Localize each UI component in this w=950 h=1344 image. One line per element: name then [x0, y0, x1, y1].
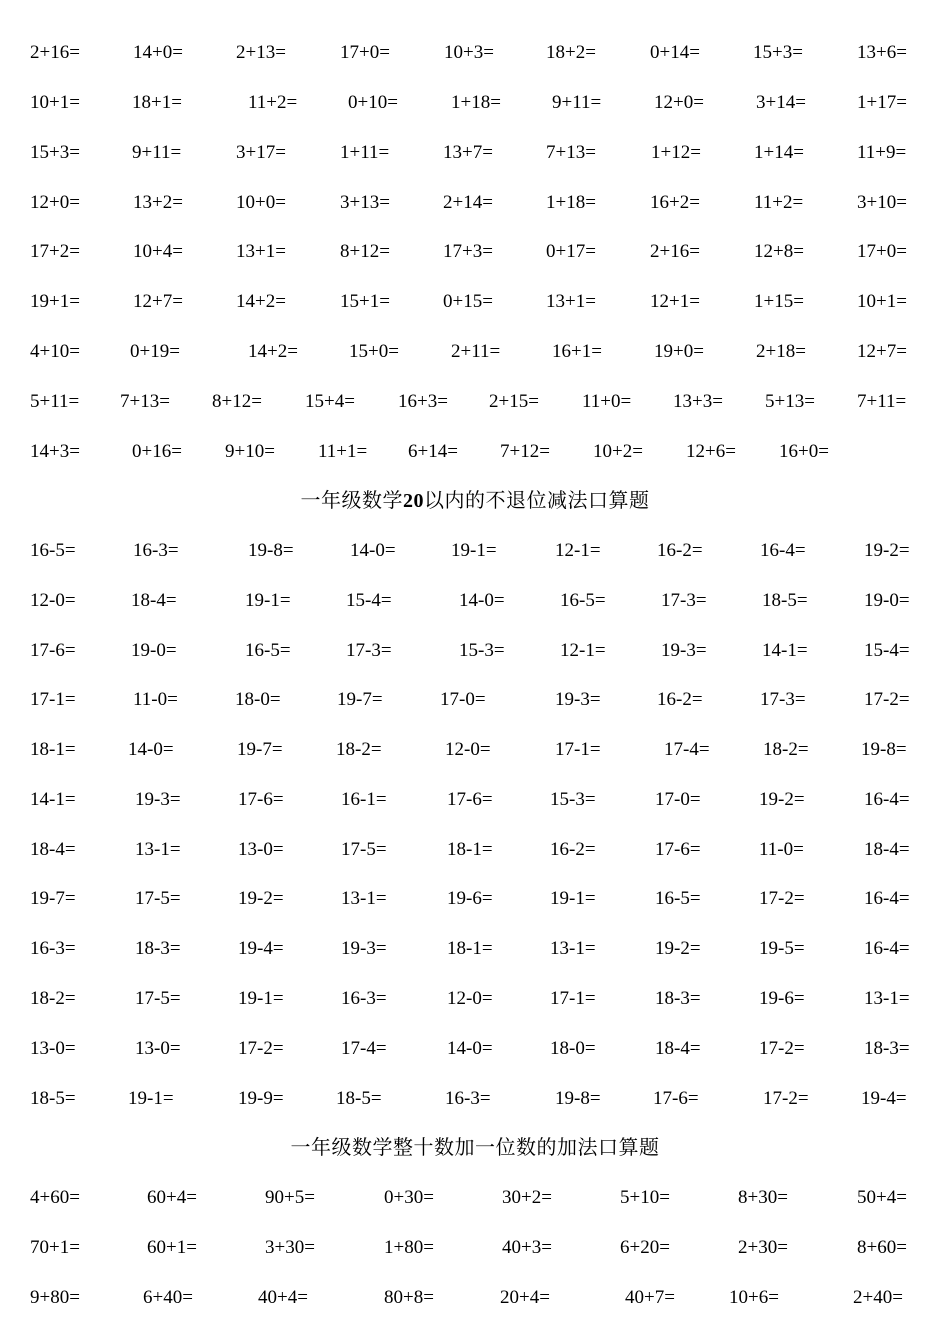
- math-problem: 2+40=: [853, 1287, 903, 1308]
- math-problem: 17-6=: [30, 640, 76, 661]
- problem-row: [0, 587, 950, 615]
- math-problem: 9+11=: [552, 92, 602, 113]
- math-problem: 90+5=: [265, 1187, 315, 1208]
- math-problem: 12-0=: [445, 739, 491, 760]
- math-problem: 12+6=: [686, 441, 736, 462]
- math-problem: 18-4=: [131, 590, 177, 611]
- math-problem: 17-0=: [440, 689, 486, 710]
- math-problem: 40+7=: [625, 1287, 675, 1308]
- math-problem: 16-3=: [133, 540, 179, 561]
- math-problem: 5+10=: [620, 1187, 670, 1208]
- problem-row: [0, 686, 950, 714]
- math-problem: 17-5=: [341, 839, 387, 860]
- math-problem: 14+3=: [30, 441, 80, 462]
- math-problem: 12+7=: [857, 341, 907, 362]
- math-problem: 15-3=: [459, 640, 505, 661]
- math-problem: 11+1=: [318, 441, 368, 462]
- math-problem: 19-3=: [135, 789, 181, 810]
- math-problem: 13+1=: [236, 241, 286, 262]
- math-problem: 18-4=: [655, 1038, 701, 1059]
- math-problem: 11+2=: [754, 192, 804, 213]
- math-problem: 19-2=: [655, 938, 701, 959]
- math-problem: 12+0=: [654, 92, 704, 113]
- math-problem: 12-1=: [555, 540, 601, 561]
- problem-row: [0, 736, 950, 764]
- math-problem: 19-9=: [238, 1088, 284, 1109]
- math-problem: 19-8=: [248, 540, 294, 561]
- math-problem: 16-3=: [341, 988, 387, 1009]
- math-problem: 19-3=: [341, 938, 387, 959]
- math-problem: 16+3=: [398, 391, 448, 412]
- math-problem: 16-3=: [30, 938, 76, 959]
- math-problem: 1+18=: [451, 92, 501, 113]
- math-problem: 7+12=: [500, 441, 550, 462]
- math-problem: 18-2=: [763, 739, 809, 760]
- math-problem: 13-0=: [135, 1038, 181, 1059]
- math-problem: 17-3=: [661, 590, 707, 611]
- math-problem: 10+1=: [857, 291, 907, 312]
- math-problem: 18-1=: [447, 938, 493, 959]
- problem-row: [0, 1234, 950, 1262]
- math-problem: 11+0=: [582, 391, 632, 412]
- math-problem: 13+3=: [673, 391, 723, 412]
- math-problem: 2+14=: [443, 192, 493, 213]
- math-problem: 0+15=: [443, 291, 493, 312]
- math-problem: 19-2=: [238, 888, 284, 909]
- math-problem: 17-4=: [664, 739, 710, 760]
- math-problem: 10+1=: [30, 92, 80, 113]
- math-problem: 12-0=: [447, 988, 493, 1009]
- math-problem: 17+2=: [30, 241, 80, 262]
- problem-row: [0, 1184, 950, 1212]
- math-problem: 19-2=: [759, 789, 805, 810]
- math-problem: 11+2=: [248, 92, 298, 113]
- math-problem: 18-2=: [30, 988, 76, 1009]
- math-problem: 13-0=: [30, 1038, 76, 1059]
- math-problem: 2+30=: [738, 1237, 788, 1258]
- math-problem: 14-1=: [30, 789, 76, 810]
- math-problem: 13-1=: [864, 988, 910, 1009]
- math-problem: 13-1=: [341, 888, 387, 909]
- math-problem: 17-0=: [655, 789, 701, 810]
- math-problem: 16-2=: [550, 839, 596, 860]
- math-problem: 16-5=: [30, 540, 76, 561]
- math-problem: 19-0=: [131, 640, 177, 661]
- math-problem: 19-7=: [30, 888, 76, 909]
- problem-row: [0, 885, 950, 913]
- math-problem: 14-0=: [128, 739, 174, 760]
- math-problem: 16-4=: [760, 540, 806, 561]
- math-problem: 16-4=: [864, 789, 910, 810]
- math-problem: 18-4=: [864, 839, 910, 860]
- math-problem: 18-4=: [30, 839, 76, 860]
- problem-row: [0, 438, 950, 466]
- math-problem: 19-8=: [861, 739, 907, 760]
- math-problem: 19-7=: [237, 739, 283, 760]
- tens-addition-section-title: 一年级数学整十数加一位数的加法口算题: [290, 1137, 660, 1159]
- math-problem: 4+60=: [30, 1187, 80, 1208]
- math-problem: 17+0=: [857, 241, 907, 262]
- problem-row: [0, 39, 950, 67]
- title-text-post: 以内的不退位减法口算题: [424, 490, 650, 512]
- math-problem: 17-2=: [759, 888, 805, 909]
- problem-row: [0, 288, 950, 316]
- math-problem: 14+2=: [236, 291, 286, 312]
- math-problem: 10+0=: [236, 192, 286, 213]
- math-problem: 30+2=: [502, 1187, 552, 1208]
- math-problem: 18+2=: [546, 42, 596, 63]
- math-problem: 14+0=: [133, 42, 183, 63]
- math-problem: 17-2=: [759, 1038, 805, 1059]
- math-problem: 13-0=: [238, 839, 284, 860]
- math-problem: 14-0=: [350, 540, 396, 561]
- math-problem: 19-2=: [864, 540, 910, 561]
- math-problem: 5+13=: [765, 391, 815, 412]
- math-problem: 17-4=: [341, 1038, 387, 1059]
- math-problem: 3+13=: [340, 192, 390, 213]
- math-problem: 19-4=: [238, 938, 284, 959]
- math-problem: 19+1=: [30, 291, 80, 312]
- math-problem: 17-1=: [555, 739, 601, 760]
- math-problem: 0+17=: [546, 241, 596, 262]
- math-problem: 18+1=: [132, 92, 182, 113]
- math-problem: 17-6=: [653, 1088, 699, 1109]
- math-problem: 60+1=: [147, 1237, 197, 1258]
- math-problem: 17-6=: [655, 839, 701, 860]
- math-problem: 18-0=: [550, 1038, 596, 1059]
- math-problem: 8+12=: [212, 391, 262, 412]
- math-problem: 12+8=: [754, 241, 804, 262]
- math-problem: 6+14=: [408, 441, 458, 462]
- math-problem: 2+13=: [236, 42, 286, 63]
- math-problem: 13+2=: [133, 192, 183, 213]
- math-problem: 9+10=: [225, 441, 275, 462]
- math-problem: 17-5=: [135, 988, 181, 1009]
- problem-row: [0, 786, 950, 814]
- math-problem: 13+1=: [546, 291, 596, 312]
- problem-row: [0, 1284, 950, 1312]
- math-problem: 17+0=: [340, 42, 390, 63]
- math-problem: 7+13=: [546, 142, 596, 163]
- math-problem: 19-4=: [861, 1088, 907, 1109]
- problem-row: [0, 338, 950, 366]
- math-problem: 17-6=: [447, 789, 493, 810]
- math-problem: 3+30=: [265, 1237, 315, 1258]
- math-problem: 2+18=: [756, 341, 806, 362]
- math-problem: 15-4=: [346, 590, 392, 611]
- math-problem: 11-0=: [759, 839, 804, 860]
- math-problem: 12+0=: [30, 192, 80, 213]
- problem-row: [0, 189, 950, 217]
- math-problem: 19-1=: [451, 540, 497, 561]
- math-problem: 18-3=: [655, 988, 701, 1009]
- math-problem: 17-2=: [864, 689, 910, 710]
- math-problem: 5+11=: [30, 391, 80, 412]
- problem-row: [0, 388, 950, 416]
- math-problem: 13-1=: [135, 839, 181, 860]
- math-problem: 16-5=: [655, 888, 701, 909]
- math-problem: 17-6=: [238, 789, 284, 810]
- problem-row: [0, 1035, 950, 1063]
- math-problem: 1+14=: [754, 142, 804, 163]
- math-problem: 16-1=: [341, 789, 387, 810]
- math-problem: 17-1=: [550, 988, 596, 1009]
- math-problem: 0+30=: [384, 1187, 434, 1208]
- math-problem: 1+17=: [857, 92, 907, 113]
- problem-row: [0, 1085, 950, 1113]
- math-problem: 18-5=: [336, 1088, 382, 1109]
- math-problem: 2+16=: [650, 241, 700, 262]
- math-problem: 16-2=: [657, 689, 703, 710]
- math-problem: 17+3=: [443, 241, 493, 262]
- problem-row: [0, 637, 950, 665]
- math-problem: 16-4=: [864, 888, 910, 909]
- math-problem: 10+6=: [729, 1287, 779, 1308]
- math-problem: 40+4=: [258, 1287, 308, 1308]
- math-problem: 0+19=: [130, 341, 180, 362]
- math-problem: 13-1=: [550, 938, 596, 959]
- math-problem: 7+13=: [120, 391, 170, 412]
- math-problem: 17-2=: [238, 1038, 284, 1059]
- math-problem: 19-1=: [550, 888, 596, 909]
- math-problem: 14+2=: [248, 341, 298, 362]
- math-problem: 0+10=: [348, 92, 398, 113]
- math-problem: 19-6=: [759, 988, 805, 1009]
- problem-row: [0, 238, 950, 266]
- math-problem: 15+3=: [30, 142, 80, 163]
- math-problem: 12-0=: [30, 590, 76, 611]
- math-problem: 1+18=: [546, 192, 596, 213]
- problem-row: [0, 537, 950, 565]
- math-problem: 17-3=: [346, 640, 392, 661]
- math-problem: 8+12=: [340, 241, 390, 262]
- math-problem: 16+0=: [779, 441, 829, 462]
- math-problem: 8+30=: [738, 1187, 788, 1208]
- math-problem: 19-8=: [555, 1088, 601, 1109]
- math-problem: 40+3=: [502, 1237, 552, 1258]
- math-problem: 12+1=: [650, 291, 700, 312]
- math-problem: 2+15=: [489, 391, 539, 412]
- math-problem: 18-3=: [135, 938, 181, 959]
- math-problem: 19-1=: [128, 1088, 174, 1109]
- math-problem: 16-3=: [445, 1088, 491, 1109]
- math-problem: 11-0=: [133, 689, 178, 710]
- math-problem: 9+80=: [30, 1287, 80, 1308]
- math-problem: 70+1=: [30, 1237, 80, 1258]
- math-problem: 15-4=: [864, 640, 910, 661]
- math-problem: 19+0=: [654, 341, 704, 362]
- problem-row: [0, 139, 950, 167]
- math-problem: 16+1=: [552, 341, 602, 362]
- math-problem: 13+7=: [443, 142, 493, 163]
- math-problem: 15+3=: [753, 42, 803, 63]
- math-problem: 16-4=: [864, 938, 910, 959]
- subtraction-section-title: [0, 487, 950, 515]
- math-problem: 17-2=: [763, 1088, 809, 1109]
- math-problem: 80+8=: [384, 1287, 434, 1308]
- math-problem: 19-0=: [864, 590, 910, 611]
- math-problem: 18-1=: [447, 839, 493, 860]
- math-problem: 15+4=: [305, 391, 355, 412]
- math-problem: 10+3=: [444, 42, 494, 63]
- problem-row: [0, 985, 950, 1013]
- math-problem: 18-1=: [30, 739, 76, 760]
- math-problem: 19-3=: [555, 689, 601, 710]
- math-problem: 1+11=: [340, 142, 390, 163]
- math-problem: 3+14=: [756, 92, 806, 113]
- math-problem: 3+10=: [857, 192, 907, 213]
- math-problem: 19-6=: [447, 888, 493, 909]
- math-problem: 15+1=: [340, 291, 390, 312]
- math-problem: 19-1=: [245, 590, 291, 611]
- math-problem: 1+80=: [384, 1237, 434, 1258]
- math-problem: 18-3=: [864, 1038, 910, 1059]
- math-problem: 19-7=: [337, 689, 383, 710]
- math-problem: 17-5=: [135, 888, 181, 909]
- math-problem: 18-2=: [336, 739, 382, 760]
- math-problem: 1+15=: [754, 291, 804, 312]
- math-problem: 19-1=: [238, 988, 284, 1009]
- problem-row: [0, 836, 950, 864]
- math-problem: 20+4=: [500, 1287, 550, 1308]
- math-problem: 15-3=: [550, 789, 596, 810]
- math-problem: 0+16=: [132, 441, 182, 462]
- math-problem: 17-1=: [30, 689, 76, 710]
- math-problem: 0+14=: [650, 42, 700, 63]
- math-problem: 1+12=: [651, 142, 701, 163]
- math-problem: 11+9=: [857, 142, 907, 163]
- math-problem: 16-5=: [245, 640, 291, 661]
- title-number: 20: [403, 490, 424, 512]
- math-problem: 19-5=: [759, 938, 805, 959]
- problem-row: [0, 89, 950, 117]
- math-problem: 13+6=: [857, 42, 907, 63]
- math-problem: 16+2=: [650, 192, 700, 213]
- math-problem: 16-2=: [657, 540, 703, 561]
- math-problem: 8+60=: [857, 1237, 907, 1258]
- math-problem: 19-3=: [661, 640, 707, 661]
- math-problem: 2+11=: [451, 341, 501, 362]
- title-text-pre: 一年级数学: [300, 490, 403, 512]
- math-problem: 14-0=: [447, 1038, 493, 1059]
- math-problem: 10+2=: [593, 441, 643, 462]
- math-problem: 60+4=: [147, 1187, 197, 1208]
- math-problem: 50+4=: [857, 1187, 907, 1208]
- math-problem: 7+11=: [857, 391, 907, 412]
- math-problem: 2+16=: [30, 42, 80, 63]
- math-problem: 18-5=: [762, 590, 808, 611]
- math-problem: 14-0=: [459, 590, 505, 611]
- math-problem: 18-0=: [235, 689, 281, 710]
- math-problem: 3+17=: [236, 142, 286, 163]
- math-problem: 15+0=: [349, 341, 399, 362]
- problem-row: [0, 935, 950, 963]
- math-problem: 12+7=: [133, 291, 183, 312]
- math-problem: 14-1=: [762, 640, 808, 661]
- math-problem: 10+4=: [133, 241, 183, 262]
- math-problem: 9+11=: [132, 142, 182, 163]
- math-problem: 4+10=: [30, 341, 80, 362]
- math-problem: 12-1=: [560, 640, 606, 661]
- math-problem: 16-5=: [560, 590, 606, 611]
- math-problem: 6+20=: [620, 1237, 670, 1258]
- math-problem: 18-5=: [30, 1088, 76, 1109]
- math-problem: 6+40=: [143, 1287, 193, 1308]
- math-problem: 17-3=: [760, 689, 806, 710]
